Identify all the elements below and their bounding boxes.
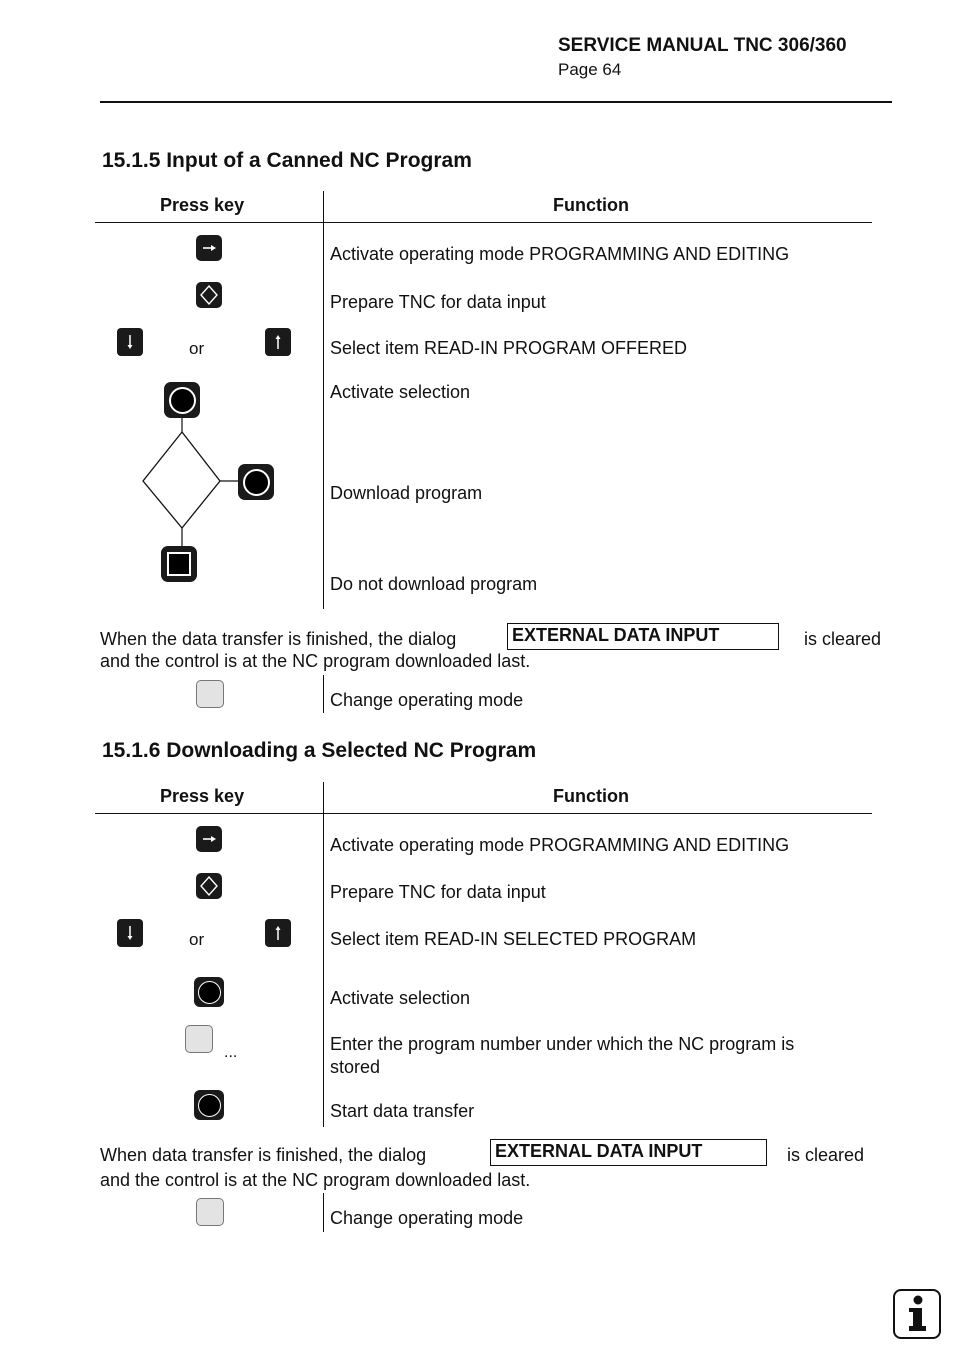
arrow-up-key-icon: [265, 328, 291, 356]
note-text-end: is cleared: [804, 629, 882, 649]
table-row-function: Enter the program number under which the NC program is: [330, 1034, 795, 1054]
table-row-function: Download program: [330, 483, 483, 503]
section-title: 15.1.5 Input of a Canned NC Program: [102, 149, 472, 172]
arrow-down-key-icon: [117, 919, 143, 947]
table-column-divider: [323, 675, 324, 713]
table-header-rule: [95, 813, 872, 814]
table-row-function: Change operating mode: [330, 1208, 524, 1228]
table-row-function: Activate operating mode PROGRAMMING AND EDITING: [330, 244, 790, 264]
ent-round-key-icon: [164, 382, 200, 418]
page-number: Page 64: [558, 60, 622, 79]
manual-title: SERVICE MANUAL TNC 306/360: [558, 35, 847, 56]
table-row-function-line2: stored: [330, 1057, 381, 1077]
dialog-label-box: EXTERNAL DATA INPUT: [507, 623, 779, 650]
section-title: 15.1.6 Downloading a Selected NC Program: [102, 739, 537, 762]
table-row-function: Start data transfer: [330, 1101, 475, 1121]
table-row-function: Activate selection: [330, 382, 471, 402]
table-row-function: Prepare TNC for data input: [330, 882, 546, 902]
arrow-down-key-icon: [117, 328, 143, 356]
table-row-function: Change operating mode: [330, 690, 524, 710]
table-row-function: Do not download program: [330, 574, 538, 594]
diamond-key-icon: [196, 873, 222, 899]
table-column-divider: [323, 1193, 324, 1232]
table-row-function: Prepare TNC for data input: [330, 292, 546, 312]
column-header-press-key: Press key: [160, 786, 245, 806]
note-text-end: is cleared: [787, 1145, 865, 1165]
blank-key-icon: [196, 1198, 224, 1226]
table-header-rule: [95, 222, 872, 223]
header-divider: [100, 101, 892, 103]
arrow-right-key-icon: [196, 826, 222, 852]
ent-round-key-icon: [194, 977, 224, 1007]
note-text: When data transfer is finished, the dialog: [100, 1145, 427, 1165]
noent-square-key-icon: [161, 546, 197, 582]
dialog-label-box: EXTERNAL DATA INPUT: [490, 1139, 767, 1166]
table-column-divider: [323, 191, 324, 609]
table-row-function: Activate selection: [330, 988, 471, 1008]
arrow-up-key-icon: [265, 919, 291, 947]
note-text-line2: and the control is at the NC program downloaded last.: [100, 651, 531, 671]
arrow-right-key-icon: [196, 235, 222, 261]
ent-round-key-icon: [194, 1090, 224, 1120]
column-header-function: Function: [553, 195, 629, 215]
diamond-key-icon: [196, 282, 222, 308]
table-column-divider: [323, 782, 324, 1127]
blank-key-icon: [185, 1025, 213, 1053]
table-row-function: Select item READ-IN SELECTED PROGRAM: [330, 929, 697, 949]
note-text-line2: and the control is at the NC program downloaded last.: [100, 1170, 531, 1190]
column-header-press-key: Press key: [160, 195, 245, 215]
ent-round-key-icon: [238, 464, 274, 500]
column-header-function: Function: [553, 786, 629, 806]
blank-key-icon: [196, 680, 224, 708]
or-label: or: [189, 339, 205, 358]
ellipsis-label: ...: [224, 1044, 238, 1061]
table-row-function: Select item READ-IN PROGRAM OFFERED: [330, 338, 688, 358]
info-icon[interactable]: [893, 1289, 941, 1339]
table-row-function: Activate operating mode PROGRAMMING AND EDITING: [330, 835, 790, 855]
or-label: or: [189, 930, 205, 949]
note-text: When the data transfer is finished, the dialog: [100, 629, 457, 649]
